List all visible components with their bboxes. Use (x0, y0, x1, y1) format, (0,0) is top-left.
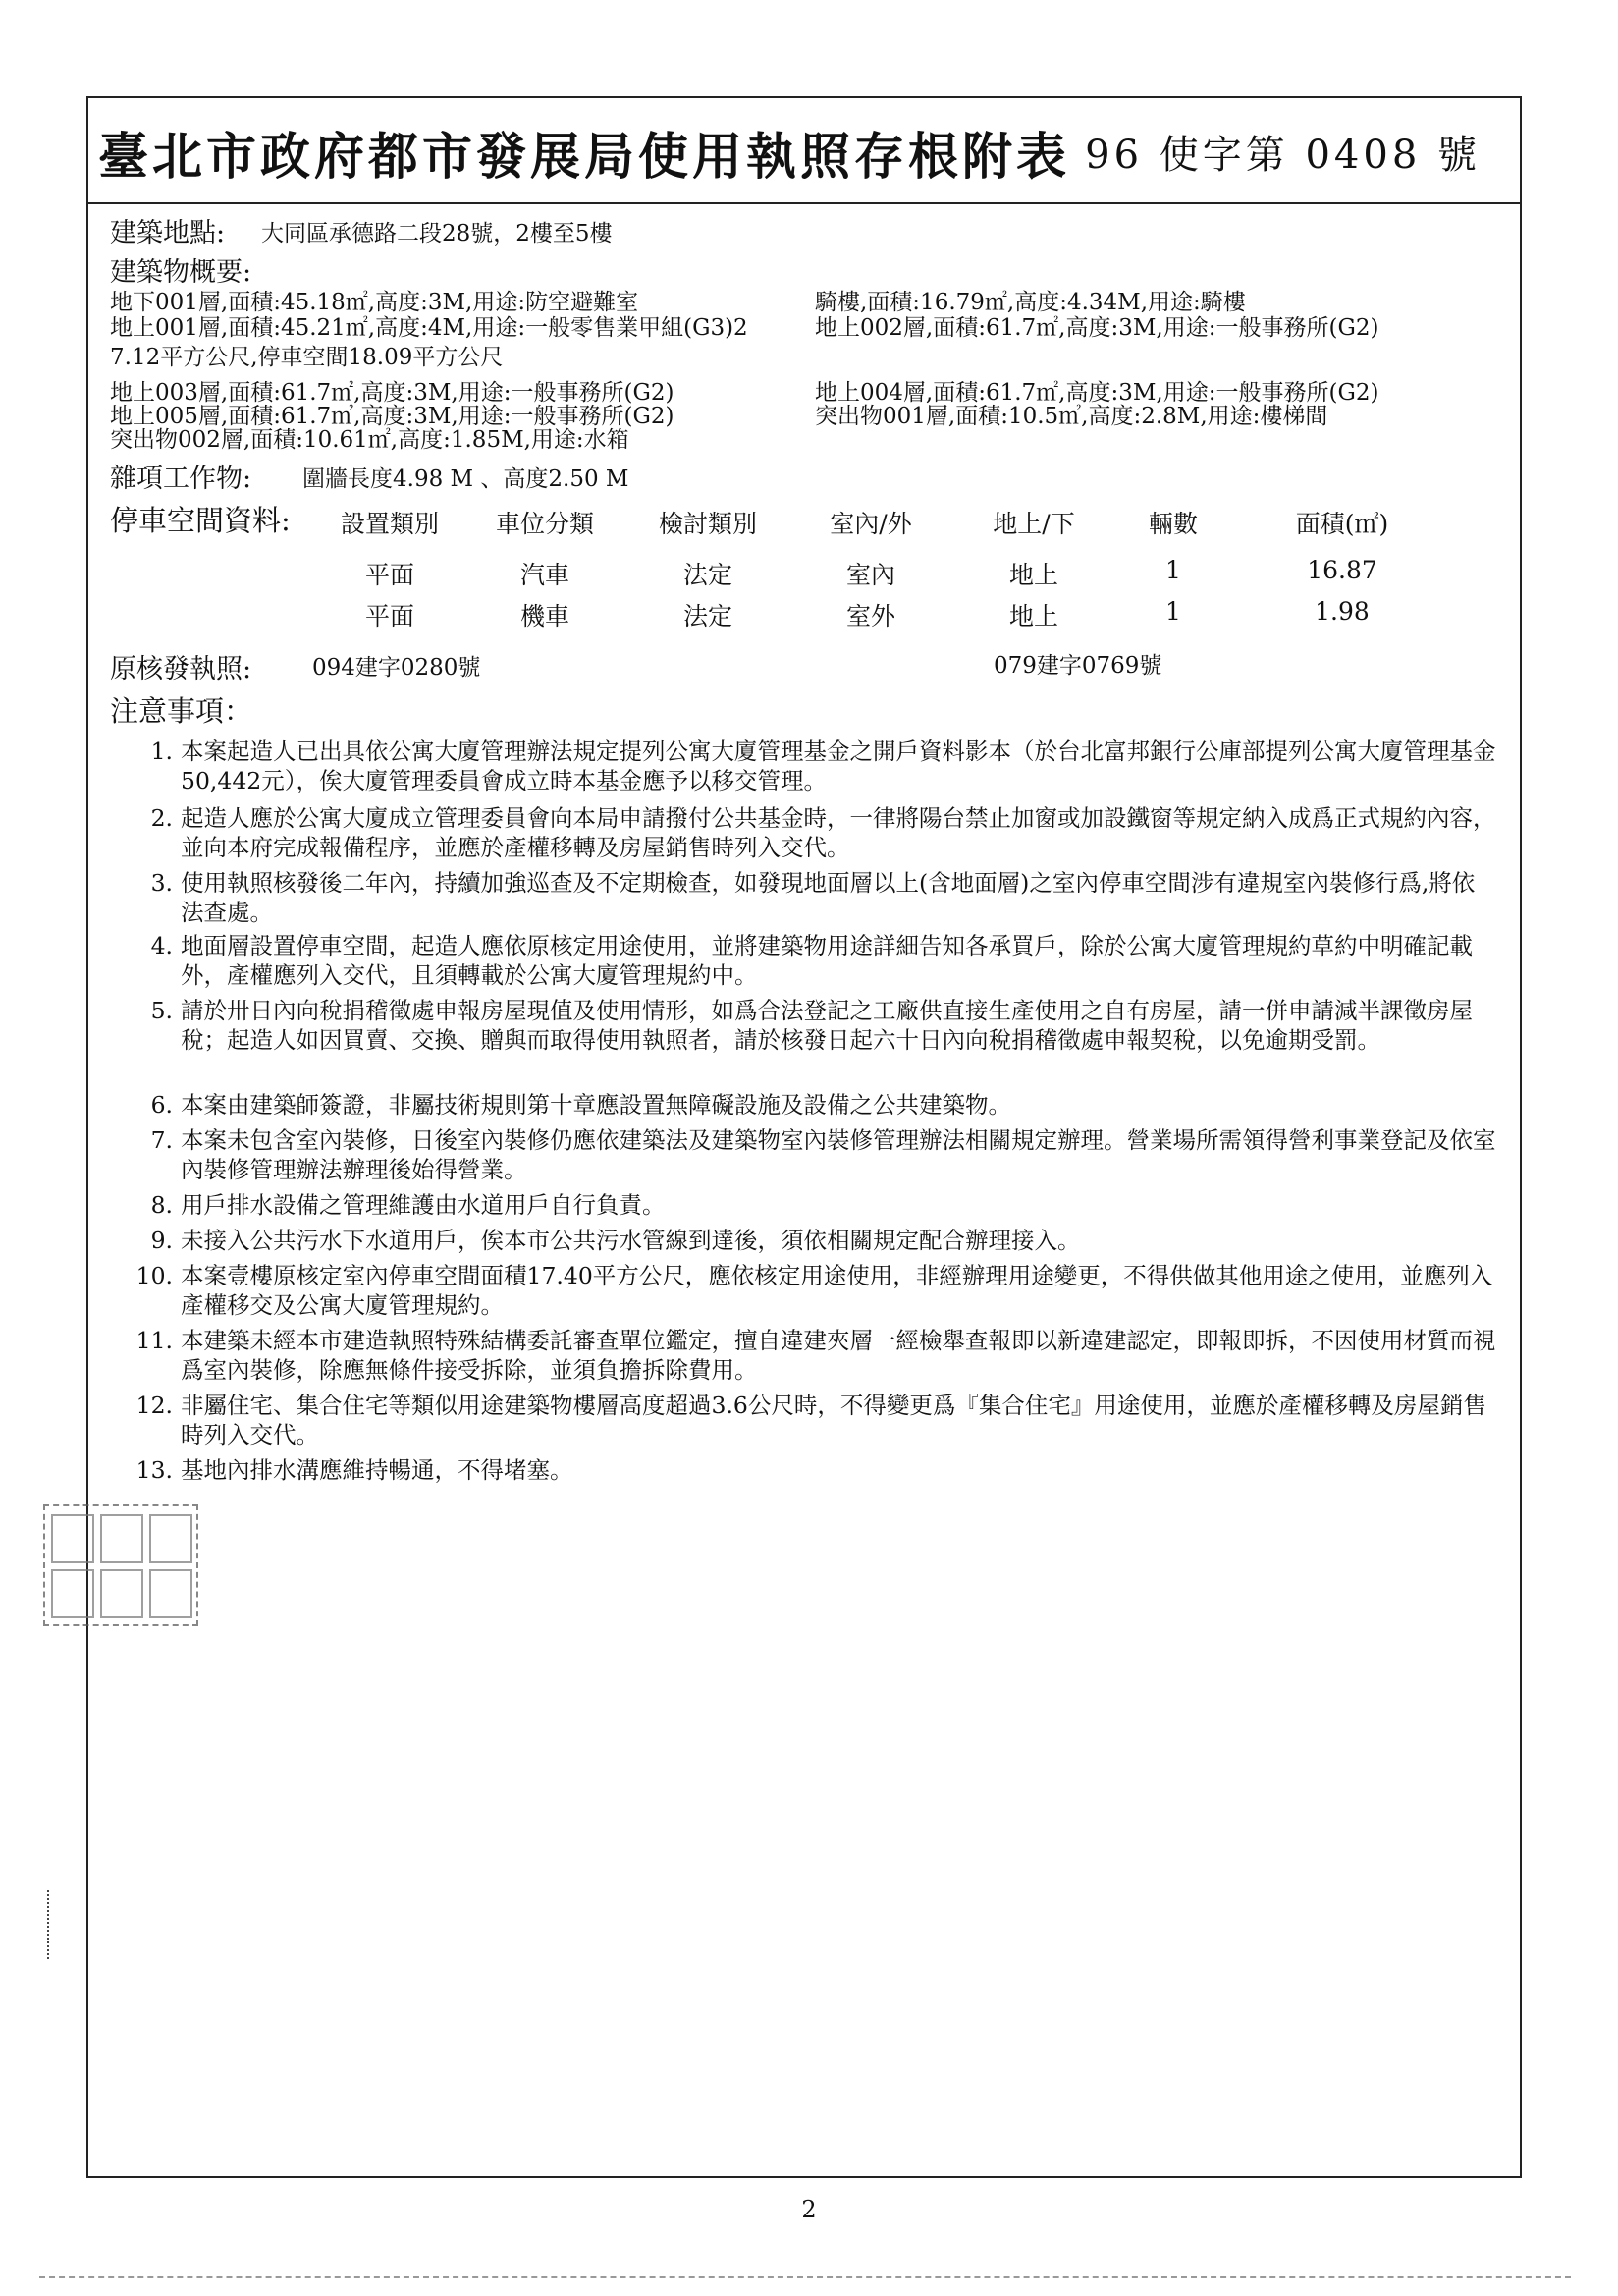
original-permit-label: 原核發執照: (110, 654, 252, 684)
parking-cell: 室外 (845, 602, 895, 630)
parking-header: 檢討類別 (658, 510, 757, 538)
parking-header: 輛數 (1148, 510, 1198, 538)
note-number: 7. (150, 1126, 173, 1154)
note-text: 用戶排水設備之管理維護由水道用戶自行負責。 (181, 1191, 666, 1219)
note-text: 本建築未經本市建造執照特殊結構委託審查單位鑑定，擅自違建夾層一經檢舉查報即以新違建認定，即報即拆，不因使用材質而視爲室內裝修，除應無條件接受拆除，並須負擔拆除費用。 (181, 1327, 1496, 1384)
parking-cell: 1 (1165, 597, 1181, 626)
note-number: 13. (135, 1456, 173, 1484)
overview-label: 建築物概要: (110, 257, 252, 288)
overview-line-left: 7.12平方公尺,停車空間18.09平方公尺 (110, 345, 504, 370)
parking-cell: 室內 (845, 561, 895, 589)
note-text: 使用執照核發後二年內，持續加強巡查及不定期檢查，如發現地面層以上(含地面層)之室內停車空間涉有違規室內裝修行爲,將依法查處。 (181, 869, 1476, 926)
note-text: 基地內排水溝應維持暢通，不得堵塞。 (181, 1456, 573, 1484)
parking-header: 車位分類 (495, 510, 594, 538)
note-number: 3. (150, 869, 173, 897)
parking-cell: 16.87 (1307, 556, 1377, 584)
official-seal-stamp (43, 1504, 198, 1626)
parking-header: 室內/外 (830, 510, 912, 538)
parking-cell: 地上 (1008, 602, 1058, 630)
note-number: 1. (150, 738, 173, 765)
note-text: 本案壹樓原核定室內停車空間面積17.40平方公尺，應依核定用途使用，非經辦理用途變更，不得供做其他用途之使用，並應列入產權移交及公寓大廈管理規約。 (181, 1262, 1493, 1319)
note-text: 本案由建築師簽證，非屬技術規則第十章應設置無障礙設施及設備之公共建築物。 (181, 1091, 1011, 1119)
margin-marks (47, 1890, 57, 1959)
scan-edge-line (39, 2276, 1571, 2278)
parking-cell: 1.98 (1315, 597, 1370, 626)
parking-header: 設置類別 (340, 510, 439, 538)
page-number: 2 (801, 2196, 817, 2223)
note-text: 請於卅日內向稅捐稽徵處申報房屋現值及使用情形，如爲合法登記之工廠供直接生產使用之自有房屋，請一併申請減半課徵房屋稅；起造人如因買賣、交換、贈與而取得使用執照者，請於核發日起六十日內向稅捐稽徵處申報契稅，以免逾期受罰。 (181, 997, 1473, 1054)
overview-line-left: 地上005層,面積:61.7㎡,高度:3M,用途:一般事務所(G2) (110, 404, 674, 429)
note-number: 8. (150, 1191, 173, 1219)
note-number: 2. (150, 804, 173, 832)
note-text: 本案起造人已出具依公寓大廈管理辦法規定提列公寓大廈管理基金之開戶資料影本（於台北富邦銀行公庫部提列公寓大廈管理基金50,442元），俟大廈管理委員會成立時本基金應予以移交管理。 (181, 738, 1496, 794)
overview-line-right: 騎樓,面積:16.79㎡,高度:4.34M,用途:騎樓 (815, 290, 1246, 315)
document-title: 臺北市政府都市發展局使用執照存根附表 (98, 128, 1071, 187)
overview-line-right: 地上002層,面積:61.7㎡,高度:3M,用途:一般事務所(G2) (815, 315, 1379, 341)
parking-cell: 平面 (364, 561, 414, 589)
site-value: 大同區承德路二段28號，2樓至5樓 (261, 221, 613, 246)
parking-cell: 機車 (519, 602, 569, 630)
overview-line-left: 地下001層,面積:45.18㎡,高度:3M,用途:防空避難室 (110, 290, 639, 315)
overview-line-left: 地上003層,面積:61.7㎡,高度:3M,用途:一般事務所(G2) (110, 380, 674, 406)
note-text: 非屬住宅、集合住宅等類似用途建築物樓層高度超過3.6公尺時，不得變更爲『集合住宅』用途使用，並應於產權移轉及房屋銷售時列入交代。 (181, 1392, 1486, 1449)
title-row (88, 98, 1520, 204)
original-permit-2: 079建字0769號 (994, 653, 1162, 679)
note-text: 本案未包含室內裝修，日後室內裝修仍應依建築法及建築物室內裝修管理辦法相關規定辦理。營業場所需領得營利事業登記及依室內裝修管理辦法辦理後始得營業。 (181, 1126, 1496, 1183)
overview-line-left: 突出物002層,面積:10.61㎡,高度:1.85M,用途:水箱 (110, 427, 629, 453)
parking-cell: 法定 (682, 602, 732, 630)
note-number: 4. (150, 932, 173, 959)
overview-line-left: 地上001層,面積:45.21㎡,高度:4M,用途:一般零售業甲組(G3)2 (110, 315, 748, 341)
note-text: 未接入公共污水下水道用戶，俟本市公共污水管線到達後，須依相關規定配合辦理接入。 (181, 1227, 1081, 1254)
overview-line-right: 突出物001層,面積:10.5㎡,高度:2.8M,用途:樓梯間 (815, 404, 1328, 429)
parking-cell: 汽車 (519, 561, 569, 589)
note-number: 11. (135, 1327, 173, 1354)
note-number: 10. (135, 1262, 173, 1289)
note-text: 地面層設置停車空間，起造人應依原核定用途使用，並將建築物用途詳細告知各承買戶，除於公寓大廈管理規約草約中明確記載外，產權應列入交代，且須轉載於公寓大廈管理規約中。 (181, 932, 1473, 989)
parking-label: 停車空間資料: (110, 504, 291, 537)
permit-number: 96 使字第 0408 號 (1085, 133, 1481, 178)
document-frame (86, 96, 1522, 2178)
original-permit-1: 094建字0280號 (312, 655, 481, 681)
note-number: 9. (150, 1227, 173, 1254)
misc-label: 雜項工作物: (110, 464, 252, 494)
parking-cell: 平面 (364, 602, 414, 630)
parking-cell: 法定 (682, 561, 732, 589)
parking-header: 地上/下 (993, 510, 1075, 538)
parking-header: 面積(㎡) (1295, 510, 1389, 538)
parking-cell: 1 (1165, 556, 1181, 584)
note-number: 6. (150, 1091, 173, 1119)
site-label: 建築地點: (110, 218, 226, 248)
note-text: 起造人應於公寓大廈成立管理委員會向本局申請撥付公共基金時，一律將陽台禁止加窗或加設鐵窗等規定納入成爲正式規約內容，並向本府完成報備程序，並應於產權移轉及房屋銷售時列入交代。 (181, 804, 1496, 861)
parking-cell: 地上 (1008, 561, 1058, 589)
misc-value: 圍牆長度4.98 M 、高度2.50 M (302, 466, 629, 492)
note-number: 5. (150, 997, 173, 1024)
note-number: 12. (135, 1392, 173, 1419)
overview-line-right: 地上004層,面積:61.7㎡,高度:3M,用途:一般事務所(G2) (815, 380, 1379, 406)
notes-label: 注意事項： (110, 694, 253, 728)
